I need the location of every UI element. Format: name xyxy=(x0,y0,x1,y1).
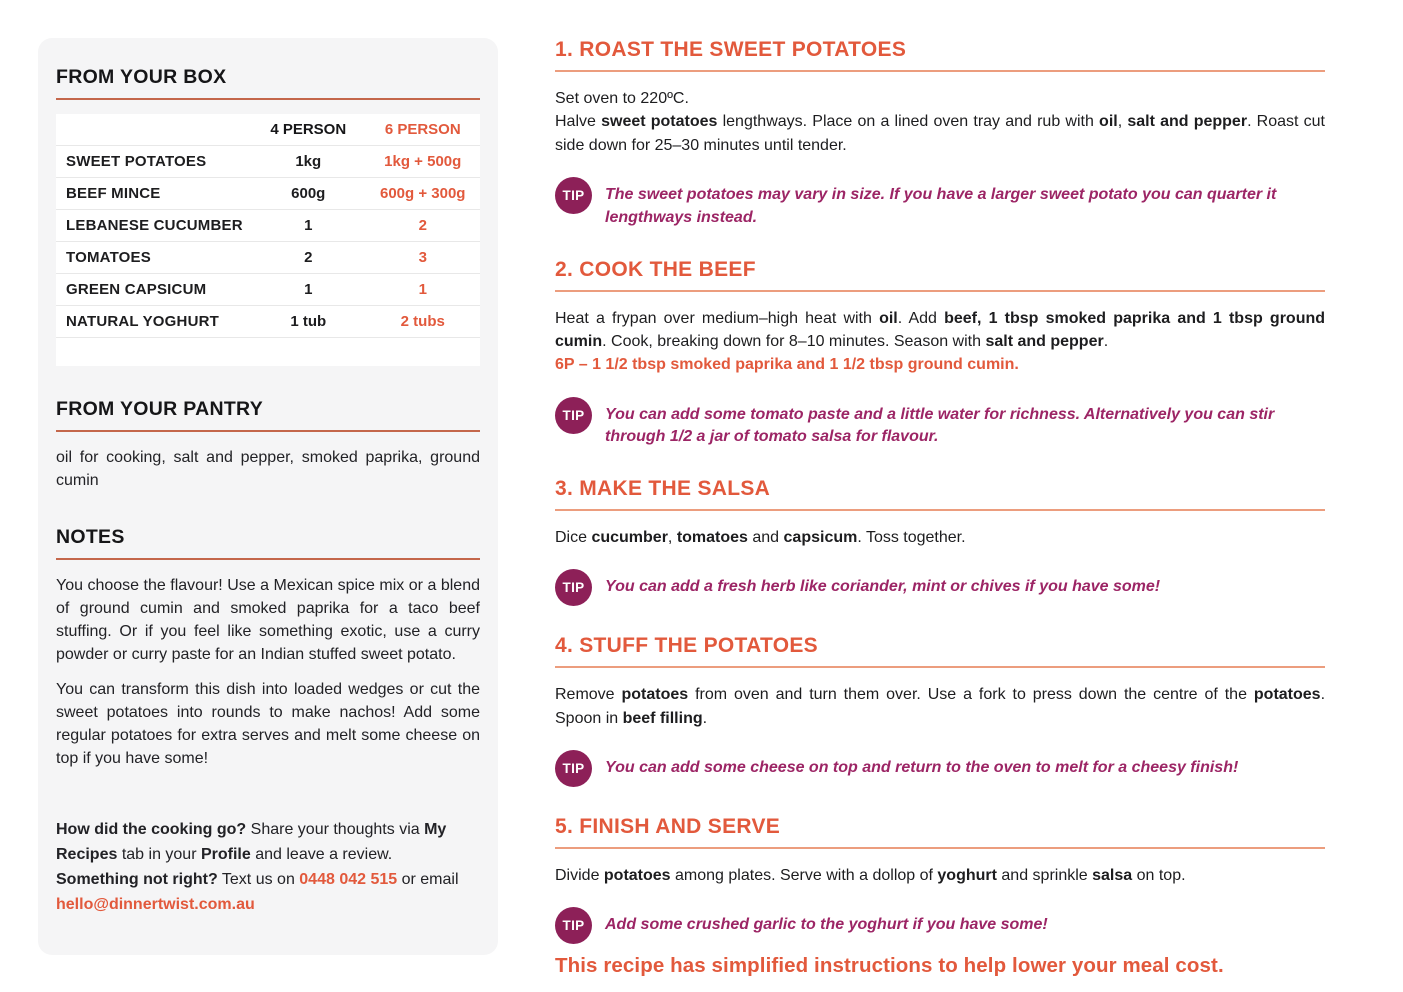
step-5-tip xyxy=(555,907,1325,944)
tip-text: You can add a fresh herb like coriander, mint or chives if you have some! xyxy=(605,578,1161,596)
qty-6-person: 2 tubs xyxy=(400,313,445,330)
pantry-text: oil for cooking, salt and pepper, smoked paprika, ground cumin xyxy=(56,448,480,489)
table-row xyxy=(56,178,480,210)
qty-4-person: 2 xyxy=(304,249,313,266)
step-1-paragraph-2: Halve sweet potatoes lengthways. Place on a lined oven tray and rub with oil, salt and pepper. Roast cut side down for 25–30 minutes until tender. xyxy=(555,113,1326,154)
ingredient-name: SWEET POTATOES xyxy=(66,153,207,170)
step-2-section xyxy=(555,258,1325,450)
step-5-divider xyxy=(555,847,1325,849)
step-3-tip xyxy=(555,569,1325,606)
sidebar-panel xyxy=(38,38,498,955)
notes-paragraph-2: You can transform this dish into loaded wedges or cut the sweet potatoes into rounds to make nachos! Add some regular potatoes for extra serves and melt some cheese on top if you have some! xyxy=(56,680,480,768)
table-header-row xyxy=(56,114,480,146)
feedback-text: tab in your xyxy=(117,846,201,864)
step-4-title: 4. STUFF THE POTATOES xyxy=(555,634,818,658)
qty-6-person: 1kg + 500g xyxy=(384,153,462,170)
step-2-divider xyxy=(555,290,1325,292)
ingredients-table xyxy=(56,114,480,366)
email-link[interactable]: hello@dinnertwist.com.au xyxy=(56,895,255,913)
tip-text: Add some crushed garlic to the yoghurt if you have some! xyxy=(605,916,1048,934)
ingredient-name: NATURAL YOGHURT xyxy=(66,313,219,330)
notes-paragraph-1: You choose the flavour! Use a Mexican spice mix or a blend of ground cumin and smoked paprika for a taco beef stuffing. Or if you feel like something exotic, use a curry powder or curry paste for an Indian stuffed sweet potato. xyxy=(56,576,480,664)
step-3-paragraph-1: Dice cucumber, tomatoes and capsicum. Toss together. xyxy=(555,529,966,547)
pantry-section-title: FROM YOUR PANTRY xyxy=(56,397,264,420)
step-4-divider xyxy=(555,666,1325,668)
notes-section-title: NOTES xyxy=(56,525,125,548)
table-row xyxy=(56,146,480,178)
qty-6-person: 600g + 300g xyxy=(380,185,466,202)
feedback-text: Text us on xyxy=(217,870,300,888)
step-1-section xyxy=(555,38,1325,230)
feedback-footer xyxy=(56,818,480,917)
qty-4-person: 1 tub xyxy=(290,313,327,330)
table-row xyxy=(56,210,480,242)
qty-4-person: 1 xyxy=(304,217,313,234)
feedback-question-2: Something not right? xyxy=(56,870,218,888)
instructions-column xyxy=(555,38,1325,978)
feedback-text: and leave a review. xyxy=(250,846,393,864)
step-3-divider xyxy=(555,509,1325,511)
table-row xyxy=(56,242,480,274)
feedback-line-1 xyxy=(56,818,480,868)
step-5-title: 5. FINISH AND SERVE xyxy=(555,815,781,839)
notes-title-divider xyxy=(56,558,480,560)
step-2-paragraph-1: Heat a frypan over medium–high heat with oil. Add beef, 1 tbsp smoked paprika and 1 tbsp ground cumin. Cook, breaking down for 8–10 minutes. Season with salt and pepper. xyxy=(555,309,1326,350)
step-5-paragraph-1: Divide potatoes among plates. Serve with a dollop of yoghurt and sprinkle salsa on top. xyxy=(555,867,1186,885)
step-1-title: 1. ROAST THE SWEET POTATOES xyxy=(555,38,907,61)
tip-badge: TIP xyxy=(555,750,592,787)
tip-badge: TIP xyxy=(555,397,592,434)
step-1-divider xyxy=(555,70,1325,72)
tip-badge: TIP xyxy=(555,569,592,606)
phone-link[interactable]: 0448 042 515 xyxy=(299,870,398,888)
step-1-tip xyxy=(555,177,1325,229)
feedback-question-1: How did the cooking go? xyxy=(56,821,247,839)
header-6-person: 6 PERSON xyxy=(384,121,461,138)
table-row xyxy=(56,306,480,338)
ingredient-name: LEBANESE CUCUMBER xyxy=(66,217,243,234)
qty-4-person: 1 xyxy=(304,281,313,298)
table-row xyxy=(56,274,480,306)
ingredient-name: GREEN CAPSICUM xyxy=(66,281,207,298)
step-2-6p-variation: 6P – 1 1/2 tbsp smoked paprika and 1 1/2 tbsp ground cumin. xyxy=(555,356,1019,374)
tip-text: You can add some tomato paste and a little water for richness. Alternatively you can stir through 1/2 a jar of tomato salsa for flavour. xyxy=(605,405,1275,446)
qty-4-person: 1kg xyxy=(295,153,322,170)
qty-6-person: 2 xyxy=(418,217,427,234)
feedback-line-2 xyxy=(56,868,480,918)
qty-6-person: 3 xyxy=(418,249,427,266)
step-2-tip xyxy=(555,397,1325,449)
step-4-paragraph-1: Remove potatoes from oven and turn them over. Use a fork to press down the centre of the potatoes. Spoon in beef filling. xyxy=(555,686,1326,727)
feedback-text: Share your thoughts via xyxy=(246,821,425,839)
step-3-title: 3. MAKE THE SALSA xyxy=(555,477,771,501)
step-1-paragraph-1: Set oven to 220ºC. xyxy=(555,90,689,107)
ingredient-name: TOMATOES xyxy=(66,249,151,266)
profile-label: Profile xyxy=(200,846,251,864)
my-recipes-label: My Recipes xyxy=(56,821,447,864)
box-title-divider xyxy=(56,98,480,100)
step-2-title: 2. COOK THE BEEF xyxy=(555,257,756,281)
pantry-title-divider xyxy=(56,430,480,432)
step-4-section xyxy=(555,634,1325,787)
box-section-title: FROM YOUR BOX xyxy=(56,66,227,88)
feedback-text: or email xyxy=(397,870,459,888)
step-3-section xyxy=(555,477,1325,606)
header-ingredient xyxy=(56,114,251,146)
tip-badge: TIP xyxy=(555,907,592,944)
table-spacer-row xyxy=(56,338,480,366)
tip-text: The sweet potatoes may vary in size. If you have a larger sweet potato you can quarter it lengthways instead. xyxy=(605,186,1277,226)
header-4-person: 4 PERSON xyxy=(270,121,347,138)
ingredient-name: BEEF MINCE xyxy=(66,185,161,202)
qty-6-person: 1 xyxy=(418,281,427,298)
tip-text: You can add some cheese on top and return to the oven to melt for a cheesy finish! xyxy=(605,759,1239,777)
qty-4-person: 600g xyxy=(291,185,326,202)
step-5-section xyxy=(555,815,1325,944)
step-4-tip xyxy=(555,750,1325,787)
simplified-instructions-note: This recipe has simplified instructions to help lower your meal cost. xyxy=(555,954,1224,978)
tip-badge: TIP xyxy=(555,177,592,214)
